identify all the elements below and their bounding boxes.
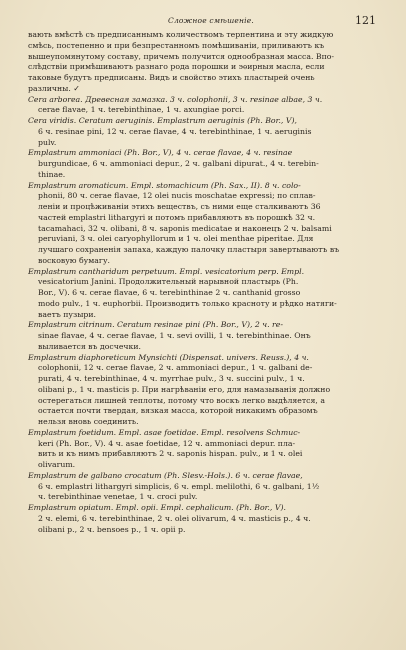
text-line: burgundicae, 6 ч. ammoniaci depur., 2 ч. galbani dipurat., 4 ч. terebin- [38, 159, 319, 168]
text-line: слѣдствіи примѣшиваютъ разнаго рода порошки и эѳирныя масла, если [28, 62, 325, 72]
text-line: keri (Ph. Bor., V). 4 ч. asae foetidae, 12 ч. ammoniaci depur. пла- [38, 438, 296, 448]
text-line: 6 ч. resinae pini, 12 ч. cerae flavae, 4 ч. terebinthinae, 1 ч. aeruginis [38, 126, 312, 136]
text-line: вить и къ нимъ прибавляютъ 2 ч. saponis hispan. pulv., и 1 ч. olei [38, 449, 303, 459]
text-line: лучшаго сохраненія запаха, каждую палочку пластыря завертываютъ въ [38, 245, 340, 254]
text-line: ваетъ пузыри. [38, 309, 96, 319]
entry-heading-line: Emplastrum de galbano crocatum (Ph. Slesv.-Hols.). 6 ч. cerae flavae, [28, 470, 303, 480]
text-line: tacamahaci, 32 ч. olibani, 8 ч. saponis medicatae и наконецъ 2 ч. balsami [38, 223, 332, 233]
text-line: вышеупомянутому составу, причемъ получится однообразная масса. Впо- [28, 51, 335, 61]
text-line: pulv. [38, 137, 57, 147]
text-line: восковую бумагу. [38, 255, 110, 265]
text-line: 6 ч. emplastri lithargyri simplicis, 6 ч. empl. melilothi, 6 ч. galbani, 1½ [38, 481, 320, 491]
text-line: вають вмѣстѣ съ предписаннымъ количествомъ терпентина и эту жидкую [28, 30, 334, 39]
text-line: vesicatorium Janini. Продолжительный нарывной пластырь (Ph. [38, 277, 299, 287]
page-number: 121 [355, 14, 376, 27]
text-line: частей emplastri lithargyri и потомъ прибавляютъ въ порошкѣ 32 ч. [38, 212, 316, 222]
entry-heading-line: Emplastrum foetidum. Empl. asae foetidae. Empl. resolvens Schmuc- [28, 427, 301, 437]
entry-heading-line: Emplastrum diaphoreticum Mynsichti (Dispensat. univers. Reuss.), 4 ч. [28, 352, 309, 362]
text-line: modo pulv., 1 ч. euphorbii. Производитъ только краснoту и рѣдко натяги- [38, 298, 337, 308]
entry-heading-line: Cera viridis. Ceratum aeruginis. Emplastrum aeruginis (Ph. Bor., V), [28, 116, 297, 125]
text-line: peruviani, 3 ч. olei caryophyllorum и 1 ч. olei menthae piperitae. Для [38, 234, 314, 244]
text-line: thinae. [38, 169, 66, 179]
text-line: olivarum. [38, 460, 76, 469]
text-line: таковые будутъ предписаны. Видъ и свойство этихъ пластырей очень [28, 73, 315, 82]
text-line: смѣсь, постепенно и при безпрестанномъ помѣшиваніи, приливаютъ къ [28, 40, 325, 50]
text-line: sinae flavae, 4 ч. cerae flavae, 1 ч. sevi ovilli, 1 ч. terebinthinae. Онъ [38, 331, 311, 340]
text-line: выливается въ досчечки. [38, 341, 142, 351]
text-line: нельзя вновь соединить. [38, 417, 139, 426]
text-line: леніи и процѣживаніи этихъ веществъ, съ ними еще сталкиваютъ 36 [38, 202, 321, 211]
text-line: различны. ✓ [28, 83, 80, 93]
text-line: Bor., V). 6 ч. cerae flavae, 6 ч. terebinthinae 2 ч. canthanid grosso [38, 288, 301, 297]
text-line: 2 ч. elemi, 6 ч. terebinthinae, 2 ч. olei olivarum, 4 ч. masticis p., 4 ч. [38, 513, 311, 523]
text-line: purati, 4 ч. terebinthinae, 4 ч. myrrhae pulv., 3 ч. succini pulv., 1 ч. [38, 374, 305, 383]
text-line: phonii, 80 ч. cerae flavae, 12 olei nucis moschatae expressi; по сплав- [38, 191, 316, 201]
entry-heading-line: Emplastrum citrinum. Ceratum resinae pini (Ph. Bor., V), 2 ч. re- [28, 320, 283, 330]
text-line: ч. terebinthinae venetae, 1 ч. croci pulv. [38, 492, 198, 502]
text-line: остерегаться лишней теплоты, потому что воскъ легко выдѣляется, а [38, 395, 325, 405]
text-line: colophonii, 12 ч. cerae flavae, 2 ч. ammoniaci depur., 1 ч. galbani de- [38, 363, 313, 373]
text-line: olibani p., 2 ч. bensoes p., 1 ч. opii p. [38, 524, 186, 534]
entry-heading-line: Emplastrum aromaticum. Empl. stomachicum (Ph. Sax., II). 8 ч. colo- [28, 180, 301, 190]
page-header [28, 14, 376, 30]
entry-heading-line: Emplastrum opiatum. Empl. opii. Empl. cephalicum. (Ph. Bor., V). [28, 503, 286, 512]
entry-heading-line: Cera arborea. Древесная замазка. 3 ч. colophonii, 3 ч. resinae albae, 3 ч. [28, 94, 323, 104]
running-title: Сложное смѣшеніе. [168, 16, 254, 25]
entry-heading-line: Emplastrum ammoniaci (Ph. Bor., V), 4 ч. cerae flavae, 4 ч. resinae [28, 148, 293, 158]
entry-heading-line: Emplastrum cantharidum perpetuum. Empl. vesicatorium perp. Empl. [28, 266, 305, 276]
page-body-text [28, 30, 378, 535]
text-line: cerae flavae, 1 ч. terebinthinae, 1 ч. axungiae porci. [38, 105, 245, 115]
text-line: остается почти твердая, вязкая масса, которой никакимъ образомъ [38, 406, 318, 416]
text-line: olibani p., 1 ч. masticis p. При нагрѣваніи его, для намазыванія должно [38, 384, 331, 394]
